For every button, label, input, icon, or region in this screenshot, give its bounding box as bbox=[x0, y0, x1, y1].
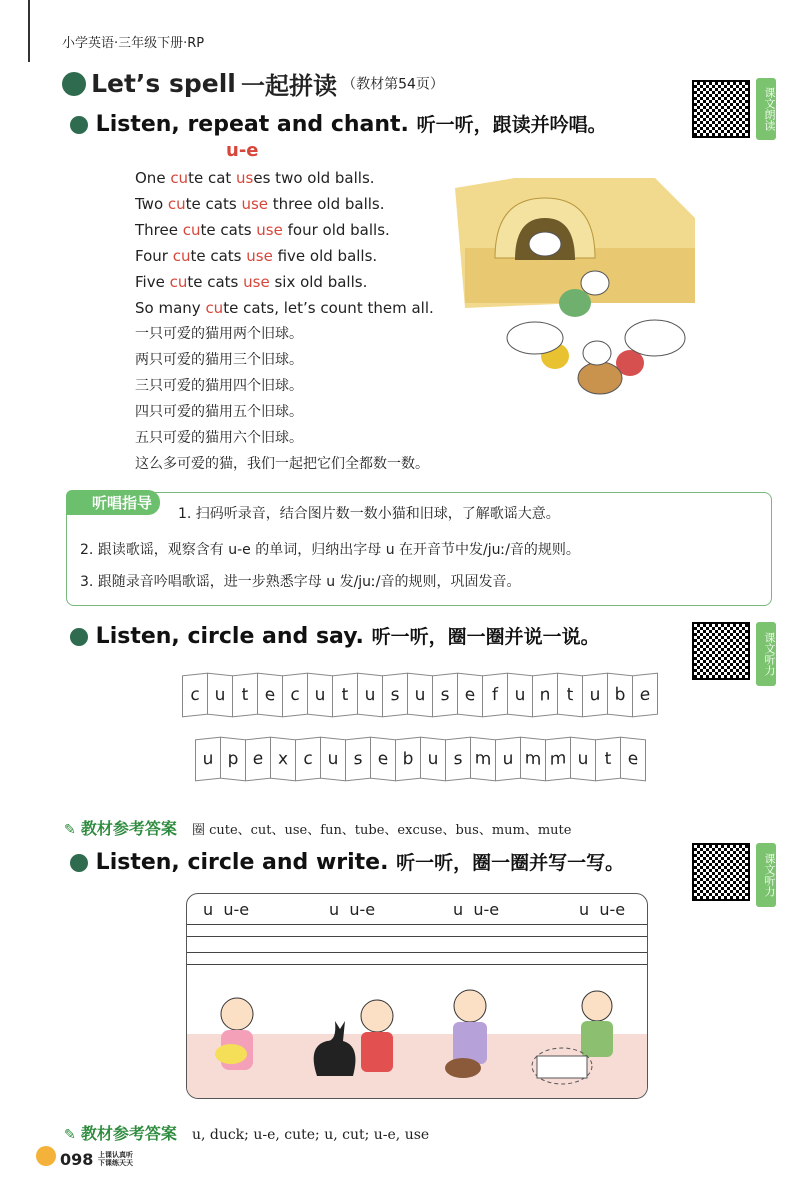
chant-text: five old balls. bbox=[272, 247, 378, 265]
chant-text: three old balls. bbox=[268, 195, 385, 213]
part1-bullet bbox=[70, 116, 88, 134]
section-bullet bbox=[62, 72, 86, 96]
part3-title-en: Listen, circle and write. bbox=[95, 850, 389, 875]
cat-icon bbox=[314, 1021, 356, 1076]
chant-cn bbox=[135, 321, 429, 477]
writing-line[interactable] bbox=[187, 936, 647, 937]
letter-tile[interactable]: s bbox=[432, 673, 458, 718]
option-text: u u-e bbox=[579, 900, 626, 919]
qr-label: 课文听力 bbox=[756, 622, 776, 686]
cake-icon bbox=[445, 1058, 481, 1078]
letter-tile[interactable]: t bbox=[232, 673, 258, 718]
guide-item: 3. 跟随录音吟唱歌谣，进一步熟悉字母 u 发/juː/音的规则，巩固发音。 bbox=[80, 574, 521, 590]
letter-tile[interactable]: e bbox=[257, 673, 283, 718]
margin-line bbox=[28, 0, 30, 62]
cat-icon bbox=[507, 322, 563, 354]
answer-1 bbox=[64, 816, 571, 839]
highlight-text: cu bbox=[182, 221, 201, 239]
chant-line-cn: 三只可爱的猫用四个旧球。 bbox=[135, 378, 303, 394]
guide-label: 听唱指导 bbox=[66, 490, 160, 515]
section-page-note: （教材第54页） bbox=[342, 76, 444, 93]
letter-tile[interactable]: u bbox=[357, 673, 383, 718]
writing-line[interactable] bbox=[187, 952, 647, 953]
highlight-text: use bbox=[256, 221, 283, 239]
letter-tile[interactable]: n bbox=[532, 673, 558, 718]
ball-icon bbox=[559, 289, 591, 317]
chant-line-cn: 两只可爱的猫用三个旧球。 bbox=[135, 352, 303, 368]
option-text: u u-e bbox=[329, 900, 376, 919]
chant-text: Two bbox=[135, 195, 168, 213]
answer-label: 教材参考答案 bbox=[80, 819, 177, 838]
guide-item: 2. 跟读歌谣，观察含有 u-e 的单词，归纳出字母 u 在开音节中发/juː/音的规则。 bbox=[80, 542, 580, 558]
qr-label: 课文听力 bbox=[756, 843, 776, 907]
highlight-text: cu bbox=[167, 195, 186, 213]
highlight-text: cu bbox=[172, 247, 191, 265]
section-title-cn: 一起拼读 bbox=[240, 72, 337, 100]
letter-tile[interactable]: t bbox=[595, 737, 621, 782]
letter-tile[interactable]: e bbox=[632, 673, 658, 718]
part2-bullet bbox=[70, 628, 88, 646]
chant-text: four old balls. bbox=[282, 221, 390, 239]
answer-label: 教材参考答案 bbox=[80, 1124, 177, 1143]
writing-line[interactable] bbox=[187, 924, 647, 925]
option-text: u u-e bbox=[453, 900, 500, 919]
letter-tile[interactable]: u bbox=[582, 673, 608, 718]
writing-line[interactable] bbox=[187, 964, 647, 965]
letter-tile[interactable]: u bbox=[507, 673, 533, 718]
letter-tile[interactable]: c bbox=[295, 737, 321, 782]
chant-line bbox=[135, 243, 434, 269]
answer-2 bbox=[64, 1121, 429, 1144]
chant-text: Four bbox=[135, 247, 173, 265]
chant-text: es two old balls. bbox=[253, 169, 375, 187]
duck-icon bbox=[215, 1044, 247, 1064]
write-box bbox=[186, 893, 648, 1099]
letter-tile[interactable]: e bbox=[457, 673, 483, 718]
letter-tile[interactable]: e bbox=[245, 737, 271, 782]
letter-tile[interactable]: u bbox=[495, 737, 521, 782]
letter-strip-1 bbox=[182, 674, 657, 716]
chant-text: te cats, let’s count them all. bbox=[223, 299, 434, 317]
letter-tile[interactable]: c bbox=[182, 673, 208, 718]
pattern-label: u-e bbox=[226, 140, 259, 161]
guide-item: 1. 扫码听录音，结合图片数一数小猫和旧球，了解歌谣大意。 bbox=[178, 506, 560, 522]
chant-line-cn: 一只可爱的猫用两个旧球。 bbox=[135, 326, 303, 342]
letter-tile[interactable]: x bbox=[270, 737, 296, 782]
part2-title-cn: 听一听，圈一圈并说一说。 bbox=[371, 626, 600, 648]
star-icon bbox=[36, 1146, 56, 1166]
letter-tile[interactable]: u bbox=[320, 737, 346, 782]
cat-icon bbox=[581, 271, 609, 295]
letter-tile[interactable]: u bbox=[570, 737, 596, 782]
chant-text: te cats bbox=[185, 195, 242, 213]
letter-tile[interactable]: e bbox=[370, 737, 396, 782]
letter-tile[interactable]: s bbox=[382, 673, 408, 718]
answer-text: u, duck; u-e, cute; u, cut; u-e, use bbox=[191, 1127, 430, 1143]
qr-code[interactable] bbox=[692, 622, 750, 680]
chant-en bbox=[135, 165, 434, 321]
section-title bbox=[62, 66, 444, 101]
pen-icon: ✎ bbox=[64, 1127, 76, 1143]
letter-tile[interactable]: u bbox=[420, 737, 446, 782]
letter-tile[interactable]: t bbox=[557, 673, 583, 718]
chant-line bbox=[135, 217, 434, 243]
chant-text: six old balls. bbox=[269, 273, 368, 291]
chant-text: One bbox=[135, 169, 171, 187]
chant-line bbox=[135, 165, 434, 191]
letter-tile[interactable]: u bbox=[407, 673, 433, 718]
highlight-text: cu bbox=[205, 299, 224, 317]
chant-text: te cats bbox=[200, 221, 257, 239]
highlight-text: us bbox=[236, 169, 254, 187]
letter-tile[interactable]: c bbox=[282, 673, 308, 718]
pen-icon: ✎ bbox=[64, 822, 76, 838]
highlight-text: cu bbox=[170, 169, 189, 187]
qr-code[interactable] bbox=[692, 843, 750, 901]
page-number: 098 bbox=[60, 1150, 94, 1169]
letter-tile[interactable]: b bbox=[607, 673, 633, 718]
letter-tile[interactable]: s bbox=[445, 737, 471, 782]
chant-text: te cat bbox=[188, 169, 237, 187]
chant-line-cn: 四只可爱的猫用五个旧球。 bbox=[135, 404, 303, 420]
letter-tile[interactable]: u bbox=[207, 673, 233, 718]
chant-line bbox=[135, 269, 434, 295]
answer-text: 圈 cute、cut、use、fun、tube、excuse、bus、mum、mute bbox=[191, 823, 572, 838]
letter-tile[interactable]: t bbox=[332, 673, 358, 718]
slogan-line: 上课认真听 bbox=[98, 1151, 133, 1159]
part3-title-cn: 听一听，圈一圈并写一写。 bbox=[396, 852, 625, 874]
cat-icon bbox=[578, 362, 622, 394]
letter-tile[interactable]: m bbox=[520, 737, 546, 782]
slogan-line: 下课练天天 bbox=[98, 1159, 133, 1167]
highlight-text: use bbox=[243, 273, 270, 291]
letter-tile[interactable]: s bbox=[345, 737, 371, 782]
cats-illustration bbox=[455, 178, 705, 413]
letter-tile[interactable]: u bbox=[307, 673, 333, 718]
part1-title-en: Listen, repeat and chant. bbox=[95, 112, 409, 137]
part1-heading bbox=[70, 110, 607, 137]
chant-line-cn: 五只可爱的猫用六个旧球。 bbox=[135, 430, 303, 446]
letter-tile[interactable]: e bbox=[620, 737, 646, 782]
chant-line bbox=[135, 191, 434, 217]
running-header: 小学英语·三年级下册·RP bbox=[62, 36, 205, 51]
chant-text: Three bbox=[135, 221, 183, 239]
chant-text: Five bbox=[135, 273, 170, 291]
letter-tile[interactable]: m bbox=[545, 737, 571, 782]
chant-line-cn: 这么多可爱的猫，我们一起把它们全都数一数。 bbox=[135, 456, 429, 472]
chant-text: te cats bbox=[190, 247, 247, 265]
section-title-en: Let’s spell bbox=[91, 69, 236, 98]
letter-tile[interactable]: u bbox=[195, 737, 221, 782]
letter-tile[interactable]: f bbox=[482, 673, 508, 718]
highlight-text: cu bbox=[169, 273, 188, 291]
part3-bullet bbox=[70, 854, 88, 872]
letter-strip-2 bbox=[195, 738, 645, 780]
chant-line bbox=[135, 295, 434, 321]
highlight-text: use bbox=[241, 195, 269, 213]
part2-heading bbox=[70, 622, 600, 649]
chant-text: te cats bbox=[187, 273, 244, 291]
part2-title-en: Listen, circle and say. bbox=[95, 624, 364, 649]
part1-title-cn: 听一听，跟读并吟唱。 bbox=[416, 114, 607, 136]
cat-icon bbox=[625, 320, 685, 356]
kids-illustration bbox=[187, 976, 647, 1098]
chant-text: So many bbox=[135, 299, 206, 317]
letter-tile[interactable]: b bbox=[395, 737, 421, 782]
footer-slogan bbox=[98, 1151, 133, 1167]
qr-label: 课文朗读 bbox=[756, 78, 776, 140]
letter-tile[interactable]: m bbox=[470, 737, 496, 782]
part3-heading bbox=[70, 848, 624, 875]
option-text: u u-e bbox=[203, 900, 250, 919]
letter-tile[interactable]: p bbox=[220, 737, 246, 782]
highlight-text: use bbox=[246, 247, 273, 265]
qr-code[interactable] bbox=[692, 80, 750, 138]
